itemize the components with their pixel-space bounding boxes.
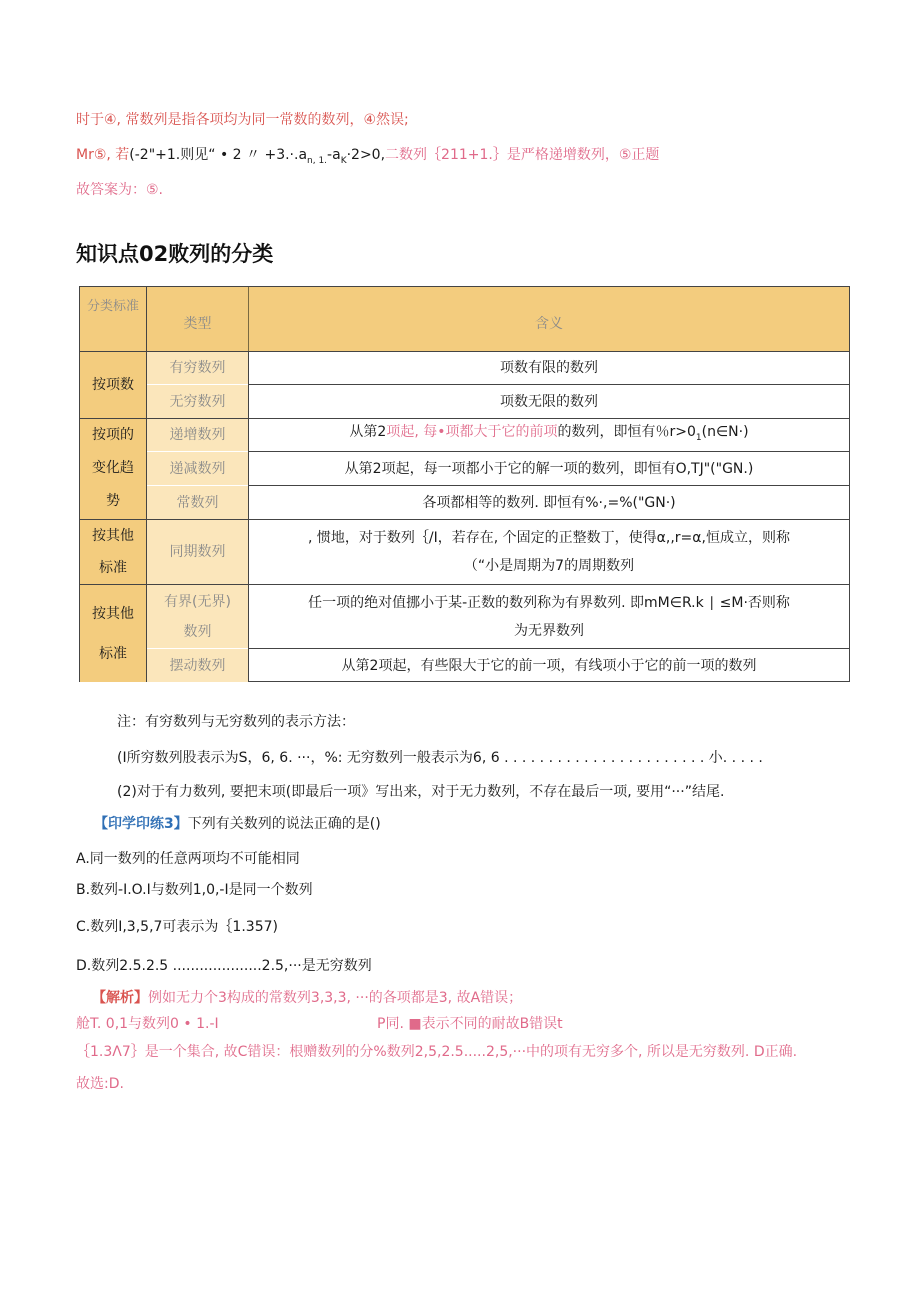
option-c: C.数列I,3,5,7可表示为｛1.357): [76, 919, 278, 935]
solution-line-2-sub2: K: [340, 155, 347, 166]
meaning-inc-part-1: 从第2: [349, 424, 387, 441]
analysis-line-2-right: P同. ■表示不同的耐故B错误t: [377, 1016, 563, 1032]
exercise-heading: [94, 814, 381, 834]
table-divider-h-head: [80, 351, 849, 352]
table-divider-h3: [248, 451, 849, 452]
meaning-periodic-line-2: （“小是周期为7的周期数列: [463, 558, 635, 574]
type-increasing: 递增数列: [147, 419, 248, 451]
table-divider-h4: [248, 485, 849, 486]
solution-line-2-prefix: Mr⑤, 若: [76, 147, 130, 163]
table-divider-h1: [248, 384, 849, 385]
meaning-periodic-line-1: , 惯地，对于数列｛/I，若存在, 个固定的正整数丁，使得α,,r=α,恒成立，则称: [308, 530, 790, 546]
type-bounded-line-2: 数列: [183, 623, 212, 640]
analysis-tag: 【解析】: [92, 990, 148, 1006]
group-by-trend: [80, 419, 146, 519]
group-other-2: [80, 585, 146, 682]
group-other-1-line-1: 按其他: [92, 528, 134, 544]
meaning-periodic: [249, 520, 849, 584]
option-a: A.同一数列的任意两项均不可能相同: [76, 851, 300, 867]
meaning-inc-sub: 1: [695, 432, 702, 443]
table-divider-v1: [146, 287, 147, 681]
type-periodic: 同期数列: [147, 520, 248, 584]
solution-line-2: [76, 145, 659, 171]
solution-line-2-math: (-2"+1.则见“ • 2 〃 +3.·.a: [129, 147, 308, 163]
note-title: 注：有穷数列与无穷数列的表示方法：: [117, 714, 355, 730]
meaning-constant: 各项都相等的数列. 即恒有%·,=%("GN·): [422, 494, 676, 511]
meaning-inc-part-3: 的数列，即恒有％r>0: [557, 424, 696, 441]
option-d: D.数列2.5.2.5 ....................2.5,···是无穷数列: [76, 958, 372, 974]
solution-line-2-sub1: n, 1.: [307, 155, 328, 166]
group-by-count: 按项数: [80, 352, 146, 418]
solution-line-1: 时于④, 常数列是指各项均为同一常数的数列，④然误;: [76, 112, 409, 128]
meaning-bounded-line-1: 任一项的绝对值挪小于某-正数的数列称为有界数列. 即mM∈R.k ∣ ≤M·否则称: [308, 594, 790, 611]
option-b: B.数列-I.O.I与数列1,0,-I是同一个数列: [76, 882, 313, 898]
group-trend-line-2: 变化趋: [92, 460, 134, 476]
note-1: (I所穷数列股表示为S，6, 6. ···，%: 无穷数列一般表示为6, 6 . . . . . . . . . . . . . . . . . . . . . . . 小. . . . .: [117, 750, 763, 766]
solution-line-2-math2: -a: [327, 147, 341, 163]
solution-line-2-math3: ·2>0,: [346, 147, 386, 163]
meaning-infinite: 项数无限的数列: [500, 393, 598, 410]
analysis-line-2-left: 舱T. 0,1与数列0 • 1.-I: [76, 1016, 219, 1032]
analysis-line-1: [92, 988, 522, 1008]
analysis-text-1: 例如无力个3构成的常数列3,3,3, ···的各项都是3, 故A错误；: [148, 990, 523, 1006]
table-divider-h7: [248, 648, 849, 649]
analysis-conclusion: 故选:D.: [76, 1076, 124, 1092]
answer-line: 故答案为：⑤.: [76, 182, 164, 198]
type-bounded: [147, 585, 248, 648]
section-heading: 知识点02败列的分类: [76, 242, 274, 266]
type-bounded-line-1: 有界(无界): [164, 593, 231, 610]
classification-table: [79, 286, 850, 682]
group-other-2-line-1: 按其他: [92, 605, 134, 622]
group-other-2-line-2: 标准: [99, 645, 127, 662]
group-other-1: [80, 520, 146, 584]
analysis-line-3: ｛1.3Λ7｝是一个集合, 故C错误：根赠数列的分%数列2,5,2.5.....2,5,···中的项有无穷多个, 所以是无穷数列. D正确.: [76, 1044, 798, 1060]
group-trend-line-1: 按项的: [92, 427, 134, 443]
exercise-question: 下列有关数列的说法正确的是(): [187, 816, 381, 832]
header-type: 类型: [147, 287, 248, 351]
meaning-inc-part-2: 项起, 每•项都大于它的前项: [386, 424, 558, 441]
table-divider-h5: [80, 519, 849, 520]
table-divider-v2-head: [248, 287, 249, 351]
group-other-1-line-2: 标准: [99, 560, 127, 576]
type-decreasing: 递减数列: [147, 452, 248, 485]
header-category: 分类标准: [80, 287, 146, 351]
meaning-finite: 项数有限的数列: [500, 360, 598, 376]
solution-line-2-suffix: 二数列｛211+1.｝是严格递增数列，⑤正题: [385, 147, 660, 163]
table-divider-h6: [80, 584, 849, 585]
type-finite: 有穷数列: [147, 352, 248, 384]
meaning-bounded-line-2: 为无界数列: [514, 622, 584, 639]
type-oscillating: 摆动数列: [147, 649, 248, 682]
group-trend-line-3: 势: [106, 493, 120, 509]
table-divider-v2: [248, 351, 249, 681]
type-constant: 常数列: [147, 486, 248, 519]
meaning-inc-part-5: (n∈N·): [701, 424, 749, 441]
header-meaning: 含义: [249, 287, 849, 351]
note-2: (2)对于有力数列, 要把末项(即最后一项》写出来，对于无力数列，不存在最后一项, 要用“···”结尾.: [117, 784, 725, 800]
exercise-tag: 【印学印练3】: [94, 816, 188, 832]
type-infinite: 无穷数列: [147, 385, 248, 418]
meaning-bounded: [249, 585, 849, 648]
meaning-oscillating: 从第2项起，有些限大于它的前一项，有线项小于它的前一项的数列: [341, 657, 757, 674]
meaning-increasing: [249, 419, 849, 451]
meaning-decreasing: 从第2项起，每一项都小于它的解一项的数列，即恒有O,TJ"("GN.): [344, 460, 754, 477]
table-divider-h2: [80, 418, 849, 419]
